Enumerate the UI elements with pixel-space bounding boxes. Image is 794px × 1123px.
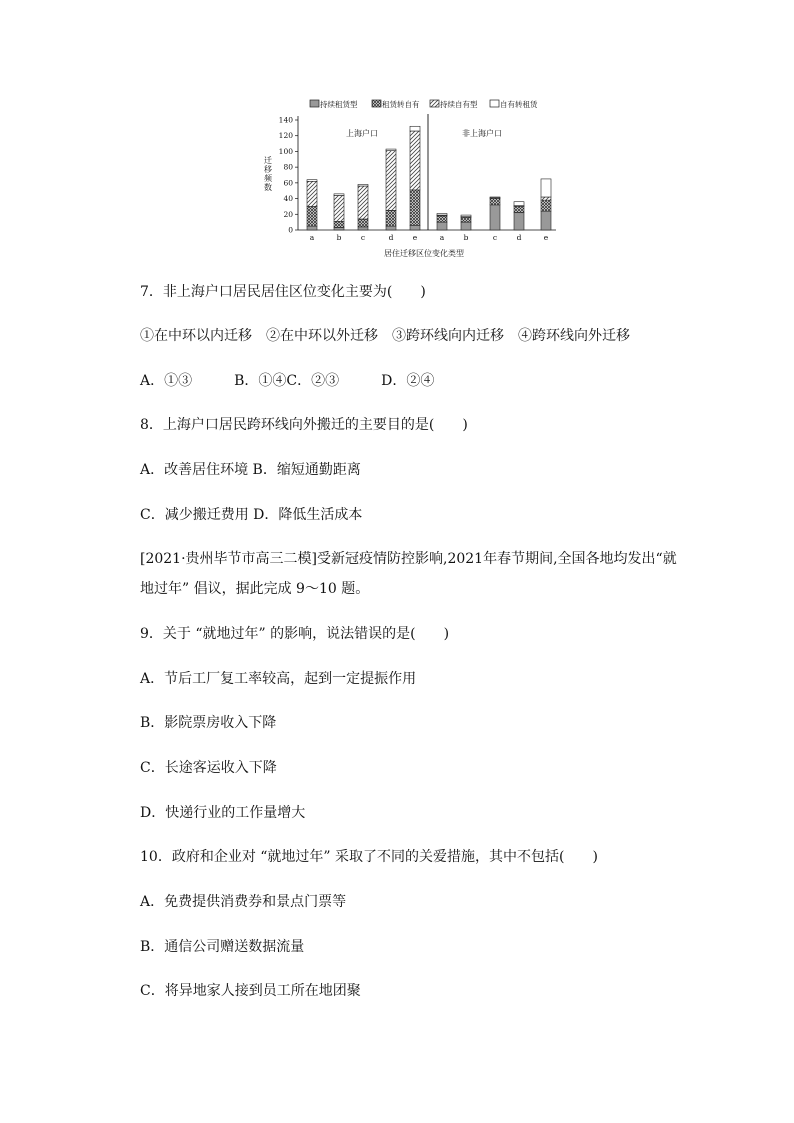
y-tick-label: 140 [278,115,293,125]
question-10-choice-c: C．将异地家人接到员工所在地团聚 [140,983,361,999]
question-10: 10．政府和企业对 “就地过年” 采取了不同的关爱措施，其中不包括( ) [140,849,598,865]
legend-label: 租赁转自有 [382,100,420,109]
bar-segment [490,205,500,230]
question-9-choice-c: C．长途客运收入下降 [140,760,277,776]
x-tick-label: a [439,233,445,242]
intro-line-1: [2021·贵州毕节市高三二模]受新冠疫情防控影响,2021年春节期间,全国各地均发出“就 [140,551,677,567]
bar-segment [541,200,551,211]
question-9-choice-b: B．影院票房收入下降 [140,715,277,731]
bar-segment [334,221,344,227]
question-10-choice-a: A．免费提供消费券和景点门票等 [140,894,347,910]
x-tick-label: d [388,233,394,242]
y-tick-label: 80 [283,162,293,172]
chart-axes [263,114,557,258]
legend-label: 自有转租赁 [500,100,538,109]
bar-segment [386,149,396,151]
bar-segment [307,180,317,182]
chart-legend [310,99,538,109]
legend-swatch [490,100,499,107]
y-axis-label: 迁移频数 [263,156,273,192]
y-tick-label: 0 [288,225,293,235]
bar-segment [358,227,368,230]
x-tick-label: c [360,233,366,242]
bar-segment [514,213,524,230]
bar-segment [541,197,551,200]
question-8-choices-cd: C．减少搬迁费用 D．降低生活成本 [140,507,363,523]
bar-segment [437,214,447,216]
bar-segment [437,222,447,230]
y-tick-label: 100 [278,146,293,156]
bar-segment [541,179,551,197]
y-tick-label: 60 [283,178,293,188]
x-tick-label: d [516,233,522,242]
y-tick-label: 40 [283,194,293,204]
legend-label: 持续自有型 [440,100,478,109]
bar-segment [358,184,368,186]
bar-segment [334,194,344,196]
chart-labels [310,128,549,242]
bar-segment [307,181,317,206]
question-8: 8．上海户口居民跨环线向外搬迁的主要目的是( ) [140,417,468,433]
question-9-choice-d: D．快递行业的工作量增大 [140,805,306,821]
x-tick-label: b [336,233,342,242]
x-tick-label: e [412,233,418,242]
question-9: 9．关于 “就地过年” 的影响，说法错误的是( ) [140,626,450,642]
legend-swatch [372,100,381,107]
y-tick-label: 20 [283,209,293,219]
bar-segment [461,217,471,222]
bar-segment [334,195,344,221]
bar-segment [386,151,396,211]
bar-segment [334,228,344,230]
question-7-choices: A．①③ B．①④C．②③ D．②④ [140,373,435,389]
legend-swatch [430,100,439,107]
question-10-choice-b: B．通信公司赠送数据流量 [140,939,305,955]
bar-segment [358,219,368,227]
intro-line-2: 地过年” 倡议，据此完成 9～10 题。 [140,581,370,597]
bar-segment [410,126,420,131]
bar-segment [461,215,471,217]
question-9-choice-a: A．节后工厂复工率较高，起到一定提振作用 [140,671,417,687]
group-label: 上海户口 [346,129,378,138]
bar-segment [386,226,396,230]
bar-segment [514,206,524,212]
bar-segment [461,222,471,230]
question-8-choices-ab: A．改善居住环境 B．缩短通勤距离 [140,462,361,478]
bar-segment [410,225,420,230]
bar-segment [437,216,447,222]
bar-segment [490,199,500,205]
bar-segment [386,210,396,226]
bar-segment [410,190,420,225]
question-7-statements: ①在中环以内迁移 ②在中环以外迁移 ③跨环线向内迁移 ④跨环线向外迁移 [140,328,630,344]
y-tick-label: 120 [278,131,293,141]
bar-segment [541,211,551,230]
x-tick-label: c [492,233,498,242]
legend-label: 持续租赁型 [320,100,358,109]
bar-segment [410,131,420,190]
question-7: 7．非上海户口居民居住区位变化主要为( ) [140,284,426,300]
x-tick-label: e [543,233,549,242]
bar-segment [307,226,317,230]
bar-segment [514,202,524,206]
migration-chart [258,96,558,262]
bar-segment [358,186,368,219]
x-tick-label: a [309,233,315,242]
chart-svg [258,96,558,262]
bar-segment [490,197,500,198]
x-tick-label: b [463,233,469,242]
x-axis-label: 居住迁移区位变化类型 [384,249,464,258]
group-label: 非上海户口 [462,129,502,138]
chart-bars [307,126,551,230]
bar-segment [307,206,317,226]
legend-swatch [310,100,319,107]
